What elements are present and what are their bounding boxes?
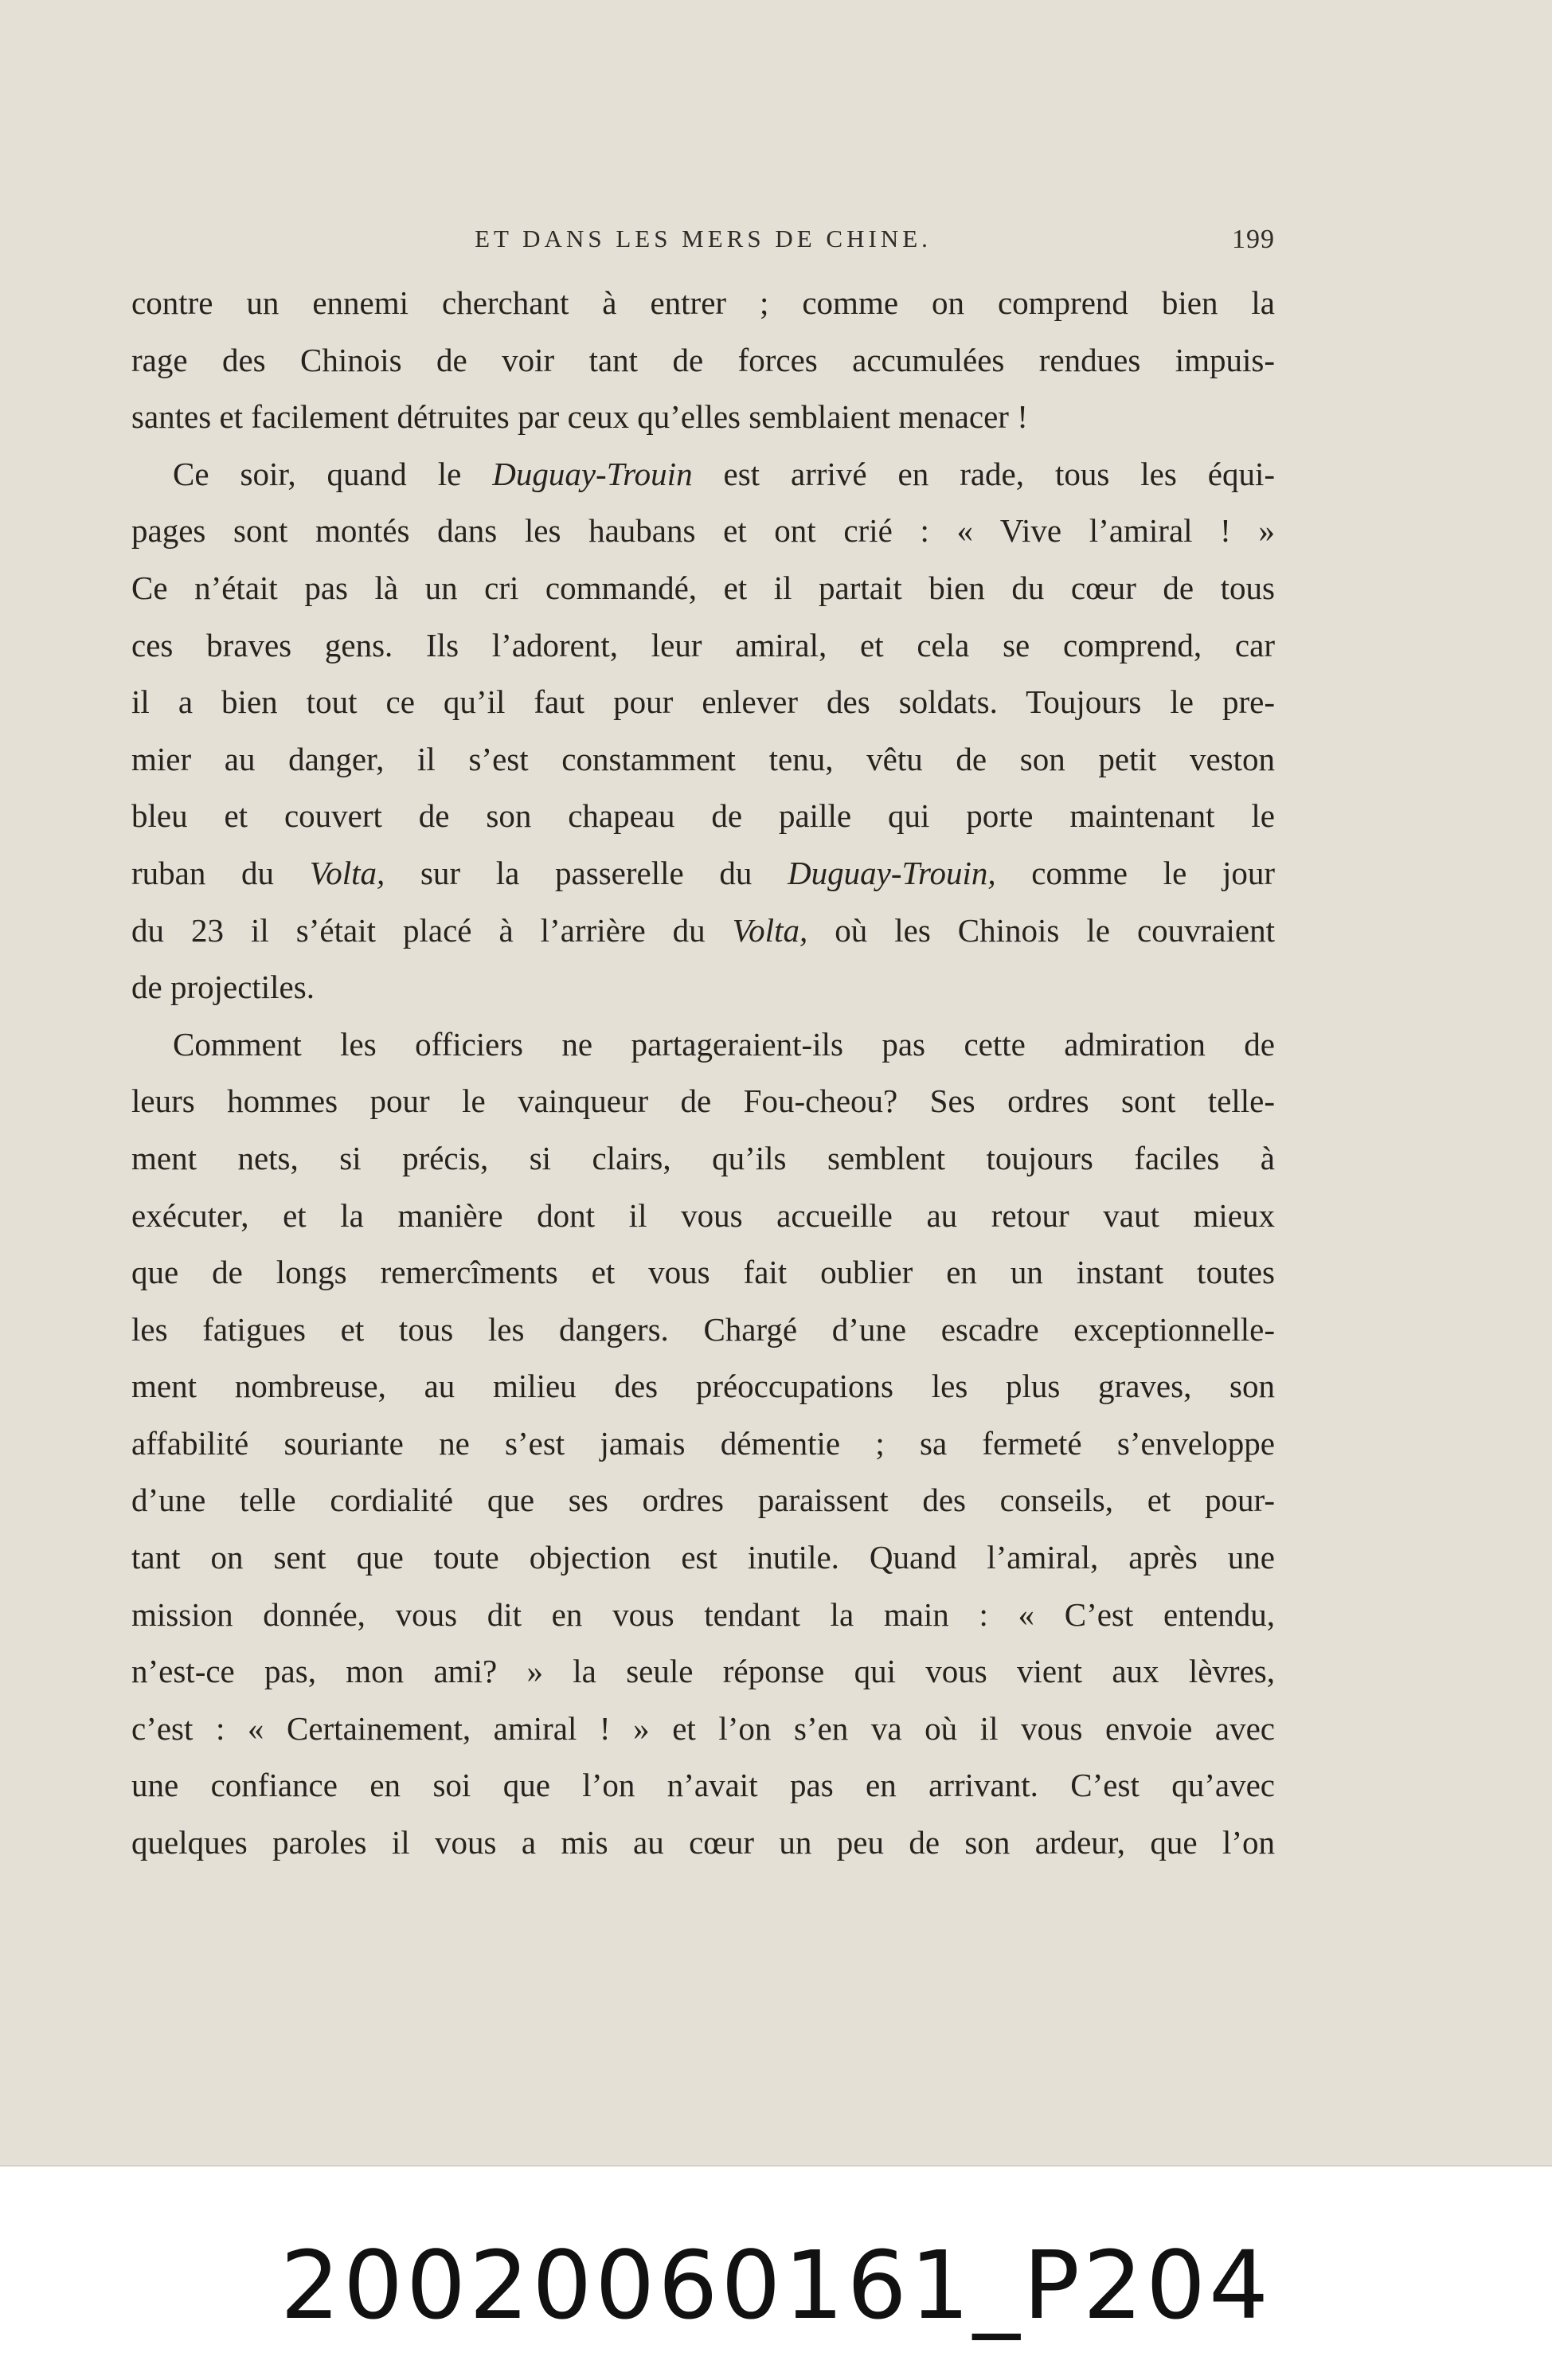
scan-identifier: 20020060161_P204 (280, 2230, 1272, 2340)
text-segment: n’est-ce pas, mon ami? » la seule réponse qui vous vient aux lèvres, (131, 1653, 1275, 1690)
text-segment: Comment les officiers ne partageraient-ils pas cette admiration de (173, 1025, 1275, 1063)
text-segment: comme le jour (995, 854, 1275, 891)
italic-ship-name: Volta, (309, 854, 385, 891)
italic-ship-name: Duguay-Trouin (492, 455, 693, 492)
text-segment: les fatigues et tous les dangers. Chargé d’une escadre exceptionnelle- (131, 1310, 1275, 1348)
text-line (131, 1188, 1275, 1245)
text-line (131, 1701, 1275, 1758)
body-text (131, 275, 1275, 1872)
text-segment: ment nombreuse, au milieu des préoccupations les plus graves, son (131, 1368, 1275, 1405)
text-line (131, 1757, 1275, 1814)
text-segment: où les Chinois le couvraient (807, 911, 1275, 949)
italic-ship-name: Volta, (732, 911, 808, 949)
text-segment: il a bien tout ce qu’il faut pour enlever des soldats. Toujours le pre- (131, 683, 1275, 721)
text-line (131, 1073, 1275, 1130)
text-line (131, 1415, 1275, 1473)
text-line (131, 275, 1275, 332)
text-segment: mier au danger, il s’est constamment tenu, vêtu de son petit veston (131, 740, 1275, 777)
text-segment: affabilité souriante ne s’est jamais démentie ; sa fermeté s’enveloppe (131, 1424, 1275, 1462)
text-line (131, 845, 1275, 902)
text-segment: santes et facilement détruites par ceux qu’elles semblaient menacer ! (131, 398, 1028, 436)
text-segment: exécuter, et la manière dont il vous accueille au retour vaut mieux (131, 1196, 1275, 1234)
text-line (131, 560, 1275, 617)
text-segment: Ce n’était pas là un cri commandé, et il partait bien du cœur de tous (131, 569, 1275, 606)
text-line (131, 332, 1275, 389)
text-line (131, 1016, 1275, 1074)
text-line (131, 617, 1275, 675)
text-line (131, 1244, 1275, 1302)
text-segment: du 23 il s’était placé à l’arrière du (131, 911, 733, 949)
text-line (131, 788, 1275, 845)
text-segment: rage des Chinois de voir tant de forces accumulées rendues impuis- (131, 341, 1275, 378)
text-segment: est arrivé en rade, tous les équi- (692, 455, 1275, 492)
text-line (131, 1358, 1275, 1415)
text-line (131, 1587, 1275, 1644)
text-segment: pages sont montés dans les haubans et ont crié : « Vive l’amiral ! » (131, 512, 1275, 550)
running-head (131, 217, 1275, 256)
text-segment: tant on sent que toute objection est inutile. Quand l’amiral, après une (131, 1539, 1275, 1576)
text-segment: Ce soir, quand le (173, 455, 493, 492)
text-segment: ces braves gens. Ils l’adorent, leur amiral, et cela se comprend, car (131, 626, 1275, 664)
text-segment: ruban du (131, 854, 310, 891)
text-segment: d’une telle cordialité que ses ordres paraissent des conseils, et pour- (131, 1482, 1275, 1519)
text-line (131, 1130, 1275, 1188)
text-line (131, 1529, 1275, 1587)
text-segment: contre un ennemi cherchant à entrer ; comme on comprend bien la (131, 284, 1275, 321)
text-line (131, 503, 1275, 560)
text-segment: de projectiles. (131, 969, 315, 1006)
italic-ship-name: Duguay-Trouin, (788, 854, 996, 891)
text-segment: ment nets, si précis, si clairs, qu’ils semblent toujours faciles à (131, 1139, 1275, 1176)
text-line (131, 1643, 1275, 1701)
text-segment: leurs hommes pour le vainqueur de Fou-cheou? Ses ordres sont telle- (131, 1082, 1275, 1120)
text-line (131, 446, 1275, 503)
text-line (131, 389, 1275, 446)
text-segment: c’est : « Certainement, amiral ! » et l’on s’en va où il vous envoie avec (131, 1709, 1275, 1747)
text-segment: bleu et couvert de son chapeau de paille qui porte maintenant le (131, 797, 1275, 835)
running-title: ET DANS LES MERS DE CHINE. (475, 225, 932, 252)
text-segment: sur la passerelle du (385, 854, 788, 891)
text-segment: mission donnée, vous dit en vous tendant la main : « C’est entendu, (131, 1595, 1275, 1633)
text-line (131, 902, 1275, 960)
text-line (131, 959, 1275, 1016)
page-number: 199 (1232, 225, 1275, 254)
text-segment: que de longs remercîments et vous fait oublier en un instant toutes (131, 1254, 1275, 1291)
text-line (131, 1814, 1275, 1872)
text-line (131, 1302, 1275, 1359)
text-segment: une confiance en soi que l’on n’avait pas en arrivant. C’est qu’avec (131, 1767, 1275, 1804)
text-line (131, 731, 1275, 789)
text-line (131, 674, 1275, 731)
text-segment: quelques paroles il vous a mis au cœur un peu de son ardeur, que l’on (131, 1824, 1275, 1861)
text-line (131, 1472, 1275, 1529)
